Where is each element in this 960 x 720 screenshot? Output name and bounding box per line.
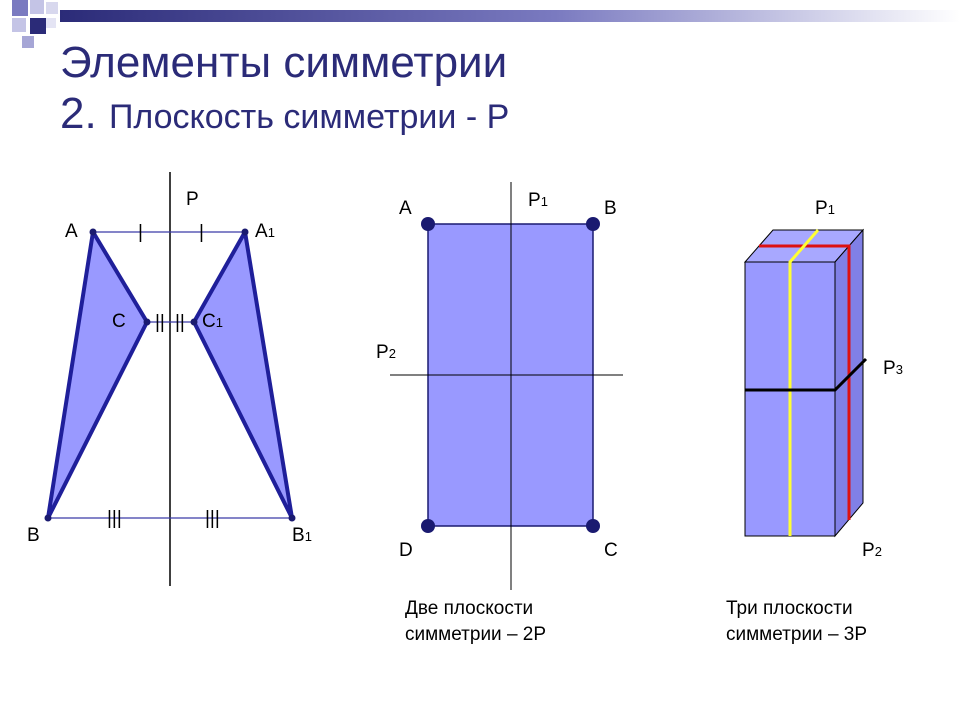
label-b1-sub: 1 [304, 529, 312, 544]
label-p2 [862, 540, 882, 561]
vertex-c [144, 319, 151, 326]
label-b1 [292, 525, 312, 546]
tick-mark-b-left: ||| [107, 508, 122, 529]
label-a1 [255, 221, 275, 242]
figure-prism [745, 198, 903, 561]
caption-two-planes-line1: Две плоскости [405, 598, 534, 619]
caption-three-planes-line2: симметрии – 3Р [726, 624, 868, 645]
label-b1-base: В [292, 525, 305, 546]
label-p3-sub: 3 [895, 362, 903, 377]
label-p2-base: Р [376, 342, 389, 363]
figure-rectangle [376, 182, 623, 590]
label-c: С [112, 311, 126, 332]
tick-mark-b-right: ||| [205, 508, 220, 529]
tick-mark-c-right: || [175, 312, 185, 333]
label-c1-base: С [202, 311, 216, 332]
label-p1-sub: 1 [540, 194, 548, 209]
label-p2-sub: 2 [388, 346, 396, 361]
label-b: В [604, 198, 617, 219]
figure-mirror-triangles [27, 172, 312, 586]
label-a: А [399, 198, 412, 219]
title-subheading: Плоскость симметрии - Р [108, 97, 510, 136]
tick-mark-c-left: || [155, 312, 165, 333]
vertex-c1 [191, 319, 198, 326]
caption-two-planes-line2: симметрии – 2Р [405, 624, 547, 645]
label-p1-base: Р [528, 190, 541, 211]
label-p1 [528, 190, 548, 211]
label-c1 [202, 311, 223, 332]
vertex-a [421, 217, 435, 231]
vertex-b1 [289, 515, 296, 522]
label-p3-base: Р [883, 358, 896, 379]
caption-three-planes [726, 596, 867, 648]
label-p3 [883, 358, 903, 379]
title-number: 2. [60, 88, 97, 138]
title-line-1: Элементы симметрии [60, 38, 508, 87]
caption-three-planes-line1: Три плоскости [726, 598, 853, 619]
vertex-b [586, 217, 600, 231]
label-d: D [399, 540, 413, 561]
label-plane-p: Р [186, 189, 199, 210]
tick-mark-a-right: | [199, 222, 204, 243]
vertex-c [586, 519, 600, 533]
vertex-b [45, 515, 52, 522]
label-c: С [604, 540, 618, 561]
label-p1 [815, 198, 835, 219]
vertex-a1 [242, 229, 249, 236]
label-p2-base: Р [862, 540, 875, 561]
label-c1-sub: 1 [215, 315, 223, 330]
label-a1-sub: 1 [267, 225, 275, 240]
label-a: А [65, 221, 78, 242]
vertex-d [421, 519, 435, 533]
label-p2-sub: 2 [874, 544, 882, 559]
label-p1-sub: 1 [827, 202, 835, 217]
label-p1-base: Р [815, 198, 828, 219]
tick-mark-a-left: | [138, 222, 143, 243]
label-p2 [376, 342, 396, 363]
triangle-right [194, 232, 292, 518]
label-a1-base: А [255, 221, 268, 242]
triangle-left [48, 232, 147, 518]
label-b: В [27, 525, 40, 546]
vertex-a [90, 229, 97, 236]
caption-two-planes [405, 596, 546, 648]
